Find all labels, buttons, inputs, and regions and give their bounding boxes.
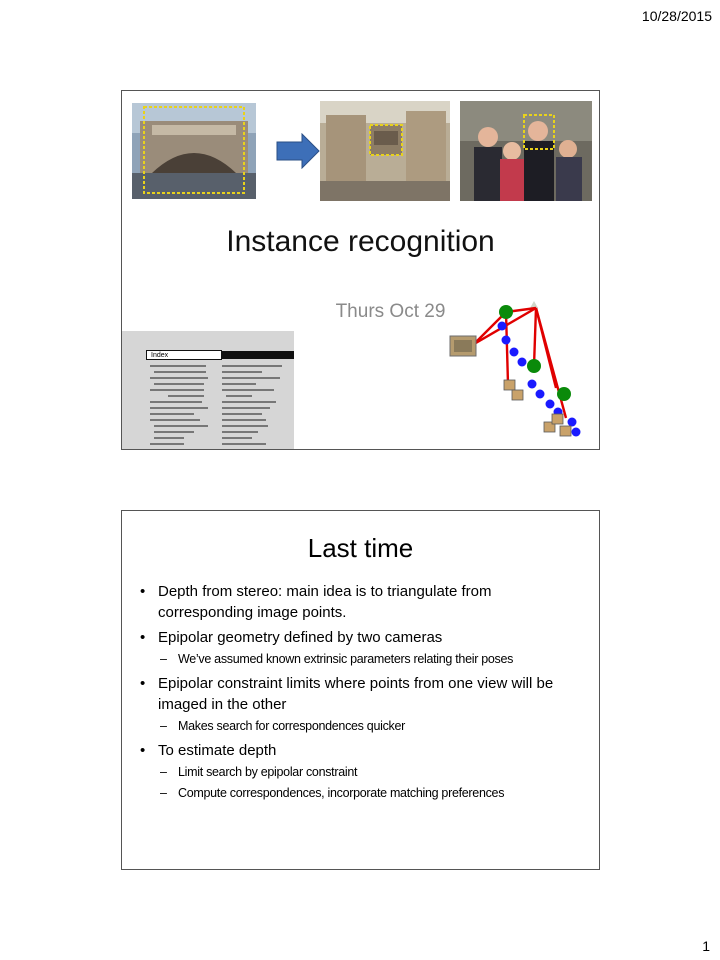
bullet-item: • Epipolar geometry defined by two cameras — [140, 627, 585, 648]
arrow-icon — [276, 133, 320, 169]
bridge-photo — [132, 103, 256, 199]
bullet-item: • Epipolar constraint limits where points from one view will be imaged in the other — [140, 673, 585, 715]
bullet-item: • Depth from stereo: main idea is to triangulate from corresponding image points. — [140, 581, 585, 623]
slide-subtitle: Thurs Oct 29 — [335, 301, 446, 322]
index-header-bar — [146, 351, 294, 359]
sub-bullet-item: – Limit search by epipolar constraint — [140, 763, 585, 782]
slide-title: Last time — [307, 533, 414, 563]
bullet-list — [140, 577, 585, 803]
sub-bullet-item: – We’ve assumed known extrinsic parameters relating their poses — [140, 650, 585, 669]
slide-instance-recognition — [121, 90, 600, 450]
bullet-item: • To estimate depth — [140, 740, 585, 761]
index-label: Index — [146, 350, 222, 360]
page-date: 10/28/2015 — [641, 8, 712, 24]
index-scan-image — [122, 331, 294, 450]
sub-bullet-item: – Makes search for correspondences quicker — [140, 717, 585, 736]
slide-title: Instance recognition — [226, 225, 495, 258]
street-photo — [320, 101, 450, 201]
graduation-photo — [460, 101, 592, 201]
page-number: 1 — [702, 938, 710, 954]
sub-bullet-item: – Compute correspondences, incorporate matching preferences — [140, 784, 585, 803]
slide-last-time — [121, 510, 600, 870]
match-graph — [448, 296, 588, 446]
